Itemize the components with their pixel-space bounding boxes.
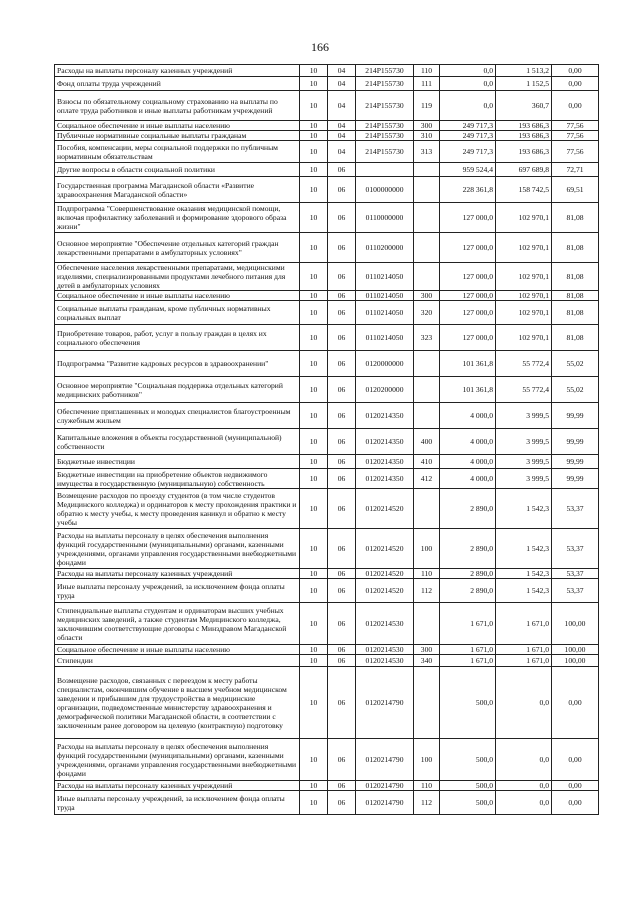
table-row: [55, 791, 599, 815]
row-name: Расходы на выплаты персоналу казенных учреждений: [55, 781, 300, 791]
planned-amount: 500,0: [440, 739, 496, 781]
expense-type-code: 111: [414, 77, 440, 91]
section-code: 10: [300, 529, 328, 569]
planned-amount: 500,0: [440, 781, 496, 791]
subsection-code: 06: [328, 569, 356, 579]
expense-type-code: 313: [414, 141, 440, 163]
row-name: Бюджетные инвестиции на приобретение объектов недвижимого имущества в государственную (муниципальную) собственность: [55, 469, 300, 489]
table-row: [55, 121, 599, 131]
section-code: 10: [300, 121, 328, 131]
section-code: 10: [300, 489, 328, 529]
planned-amount: 101 361,8: [440, 377, 496, 403]
planned-amount: 127 000,0: [440, 325, 496, 351]
row-name: Обеспечение населения лекарственными препаратами, медицинскими изделиями, специализированными продуктами лечебного питания для детей в амбулаторных условиях: [55, 263, 300, 291]
subsection-code: 04: [328, 77, 356, 91]
row-name: Расходы на выплаты персоналу казенных учреждений: [55, 569, 300, 579]
expense-type-code: 110: [414, 65, 440, 77]
planned-amount: 249 717,3: [440, 141, 496, 163]
execution-percent: 77,56: [552, 121, 599, 131]
subsection-code: 06: [328, 667, 356, 739]
planned-amount: 2 890,0: [440, 529, 496, 569]
actual-amount: 55 772,4: [496, 377, 552, 403]
actual-amount: 102 970,1: [496, 233, 552, 263]
row-name: Возмещение расходов по проезду студентов (в том числе студентов Медицинского колледжа) и ординаторов к месту прохождения практики и обратно к месту учебы, к месту проведения каникул и обратно к месту учебы: [55, 489, 300, 529]
row-name: Расходы на выплаты персоналу в целях обеспечения выполнения функций государственными (муниципальными) органами, казенными учреждениями, органами управления государственными внебюджетными фондами: [55, 739, 300, 781]
subsection-code: 06: [328, 377, 356, 403]
planned-amount: 127 000,0: [440, 301, 496, 325]
section-code: 10: [300, 131, 328, 141]
execution-percent: 0,00: [552, 667, 599, 739]
section-code: 10: [300, 203, 328, 233]
row-name: Основное мероприятие "Обеспечение отдельных категорий граждан лекарственными препаратами в амбулаторных условиях": [55, 233, 300, 263]
execution-percent: 81,08: [552, 203, 599, 233]
table-row: [55, 163, 599, 177]
target-article-code: 0120214530: [356, 655, 414, 667]
expense-type-code: [414, 233, 440, 263]
expense-type-code: [414, 667, 440, 739]
table-row: [55, 301, 599, 325]
target-article-code: 0120214520: [356, 579, 414, 603]
section-code: 10: [300, 603, 328, 645]
expense-type-code: 412: [414, 469, 440, 489]
section-code: 10: [300, 301, 328, 325]
target-article-code: 0120214790: [356, 781, 414, 791]
actual-amount: 0,0: [496, 781, 552, 791]
planned-amount: 4 000,0: [440, 429, 496, 455]
execution-percent: 53,37: [552, 529, 599, 569]
table-row: [55, 667, 599, 739]
subsection-code: 06: [328, 781, 356, 791]
target-article-code: 0120214790: [356, 791, 414, 815]
section-code: 10: [300, 377, 328, 403]
row-name: Социальное обеспечение и иные выплаты населению: [55, 645, 300, 655]
table-row: [55, 645, 599, 655]
target-article-code: 0120214530: [356, 645, 414, 655]
actual-amount: 193 686,3: [496, 121, 552, 131]
planned-amount: 4 000,0: [440, 455, 496, 469]
table-row: [55, 131, 599, 141]
expense-type-code: 110: [414, 781, 440, 791]
execution-percent: 100,00: [552, 645, 599, 655]
section-code: 10: [300, 65, 328, 77]
subsection-code: 06: [328, 645, 356, 655]
subsection-code: 06: [328, 263, 356, 291]
row-name: Возмещение расходов, связанных с переездом к месту работы специалистам, окончившим обучение в высшем учебном медицинском заведении и прибывшим для трудоустройства в медицинские организации, подведомственные министерству здравоохранения и демографической политики Магаданской области, в соответствии с заключенным ранее договором на целевую (контрактную) подготовку: [55, 667, 300, 739]
expense-type-code: [414, 489, 440, 529]
subsection-code: 06: [328, 579, 356, 603]
planned-amount: 500,0: [440, 667, 496, 739]
planned-amount: 101 361,8: [440, 351, 496, 377]
section-code: 10: [300, 429, 328, 455]
planned-amount: 127 000,0: [440, 263, 496, 291]
row-name: Подпрограмма "Совершенствование оказания медицинской помощи, включая профилактику заболеваний и формирование здорового образа жизни": [55, 203, 300, 233]
row-name: Расходы на выплаты персоналу в целях обеспечения выполнения функций государственными (муниципальными) органами, казенными учреждениями, органами управления государственными внебюджетными фондами: [55, 529, 300, 569]
planned-amount: 0,0: [440, 65, 496, 77]
subsection-code: 04: [328, 65, 356, 77]
actual-amount: 102 970,1: [496, 325, 552, 351]
subsection-code: 06: [328, 455, 356, 469]
section-code: 10: [300, 263, 328, 291]
planned-amount: 2 890,0: [440, 569, 496, 579]
table-row: [55, 263, 599, 291]
target-article-code: 0120214350: [356, 403, 414, 429]
target-article-code: 0110214050: [356, 291, 414, 301]
target-article-code: 0120214790: [356, 667, 414, 739]
section-code: 10: [300, 163, 328, 177]
table-row: [55, 403, 599, 429]
planned-amount: 127 000,0: [440, 291, 496, 301]
row-name: Бюджетные инвестиции: [55, 455, 300, 469]
actual-amount: 360,7: [496, 91, 552, 121]
subsection-code: 06: [328, 739, 356, 781]
row-name: Стипендии: [55, 655, 300, 667]
row-name: Взносы по обязательному социальному страхованию на выплаты по оплате труда работников и иные выплаты работникам учреждений: [55, 91, 300, 121]
row-name: Приобретение товаров, работ, услуг в пользу граждан в целях их социального обеспечения: [55, 325, 300, 351]
subsection-code: 06: [328, 163, 356, 177]
actual-amount: 0,0: [496, 667, 552, 739]
target-article-code: 0110000000: [356, 203, 414, 233]
actual-amount: 1 152,5: [496, 77, 552, 91]
execution-percent: 0,00: [552, 65, 599, 77]
section-code: 10: [300, 781, 328, 791]
row-name: Государственная программа Магаданской области «Развитие здравоохранения Магаданской области»: [55, 177, 300, 203]
table-row: [55, 377, 599, 403]
row-name: Социальные выплаты гражданам, кроме публичных нормативных социальных выплат: [55, 301, 300, 325]
expense-type-code: [414, 263, 440, 291]
subsection-code: 06: [328, 291, 356, 301]
actual-amount: 1 542,3: [496, 579, 552, 603]
planned-amount: 0,0: [440, 91, 496, 121]
actual-amount: 1 671,0: [496, 645, 552, 655]
actual-amount: 0,0: [496, 791, 552, 815]
subsection-code: 04: [328, 131, 356, 141]
target-article-code: 0120214350: [356, 429, 414, 455]
expense-type-code: 300: [414, 645, 440, 655]
planned-amount: 500,0: [440, 791, 496, 815]
section-code: 10: [300, 325, 328, 351]
execution-percent: 77,56: [552, 131, 599, 141]
planned-amount: 249 717,3: [440, 121, 496, 131]
execution-percent: 72,71: [552, 163, 599, 177]
section-code: 10: [300, 579, 328, 603]
expense-type-code: [414, 351, 440, 377]
subsection-code: 06: [328, 203, 356, 233]
expense-type-code: 112: [414, 791, 440, 815]
subsection-code: 06: [328, 489, 356, 529]
section-code: 10: [300, 791, 328, 815]
row-name: Капитальные вложения в объекты государственной (муниципальной) собственности: [55, 429, 300, 455]
actual-amount: 3 999,5: [496, 469, 552, 489]
actual-amount: 1 542,3: [496, 569, 552, 579]
actual-amount: 102 970,1: [496, 263, 552, 291]
table-row: [55, 455, 599, 469]
target-article-code: 214P155730: [356, 91, 414, 121]
table-row: [55, 203, 599, 233]
execution-percent: 99,99: [552, 429, 599, 455]
row-name: Обеспечение приглашенных и молодых специалистов благоустроенным служебным жильем: [55, 403, 300, 429]
table-row: [55, 469, 599, 489]
budget-table: [54, 64, 599, 815]
row-name: Пособия, компенсации, меры социальной поддержки по публичным нормативным обязательствам: [55, 141, 300, 163]
execution-percent: 0,00: [552, 91, 599, 121]
expense-type-code: [414, 403, 440, 429]
subsection-code: 06: [328, 233, 356, 263]
row-name: Подпрограмма "Развитие кадровых ресурсов в здравоохранении": [55, 351, 300, 377]
row-name: Социальное обеспечение и иные выплаты населению: [55, 291, 300, 301]
table-row: [55, 141, 599, 163]
expense-type-code: 323: [414, 325, 440, 351]
planned-amount: 0,0: [440, 77, 496, 91]
execution-percent: 81,08: [552, 263, 599, 291]
planned-amount: 1 671,0: [440, 645, 496, 655]
section-code: 10: [300, 77, 328, 91]
execution-percent: 81,08: [552, 233, 599, 263]
actual-amount: 1 542,3: [496, 489, 552, 529]
execution-percent: 53,37: [552, 489, 599, 529]
table-row: [55, 603, 599, 645]
expense-type-code: 340: [414, 655, 440, 667]
expense-type-code: 100: [414, 739, 440, 781]
target-article-code: 0120214530: [356, 603, 414, 645]
section-code: 10: [300, 455, 328, 469]
row-name: Расходы на выплаты персоналу казенных учреждений: [55, 65, 300, 77]
table-row: [55, 579, 599, 603]
planned-amount: 1 671,0: [440, 603, 496, 645]
subsection-code: 06: [328, 177, 356, 203]
planned-amount: 1 671,0: [440, 655, 496, 667]
table-row: [55, 569, 599, 579]
row-name: Социальное обеспечение и иные выплаты населению: [55, 121, 300, 131]
table-row: [55, 781, 599, 791]
row-name: Иные выплаты персоналу учреждений, за исключением фонда оплаты труда: [55, 579, 300, 603]
execution-percent: 0,00: [552, 77, 599, 91]
table-row: [55, 529, 599, 569]
execution-percent: 77,56: [552, 141, 599, 163]
subsection-code: 04: [328, 91, 356, 121]
expense-type-code: 119: [414, 91, 440, 121]
actual-amount: 697 689,8: [496, 163, 552, 177]
table-row: [55, 233, 599, 263]
expense-type-code: 112: [414, 579, 440, 603]
target-article-code: 0110214050: [356, 325, 414, 351]
execution-percent: 0,00: [552, 791, 599, 815]
actual-amount: 102 970,1: [496, 301, 552, 325]
row-name: Иные выплаты персоналу учреждений, за исключением фонда оплаты труда: [55, 791, 300, 815]
table-row: [55, 351, 599, 377]
row-name: Основное мероприятие "Социальная поддержка отдельных категорий медицинских работников": [55, 377, 300, 403]
expense-type-code: 320: [414, 301, 440, 325]
subsection-code: 06: [328, 403, 356, 429]
expense-type-code: 300: [414, 291, 440, 301]
planned-amount: 4 000,0: [440, 469, 496, 489]
actual-amount: 3 999,5: [496, 429, 552, 455]
execution-percent: 69,51: [552, 177, 599, 203]
planned-amount: 127 000,0: [440, 203, 496, 233]
actual-amount: 193 686,3: [496, 131, 552, 141]
execution-percent: 53,37: [552, 579, 599, 603]
subsection-code: 04: [328, 141, 356, 163]
target-article-code: 0110214050: [356, 301, 414, 325]
section-code: 10: [300, 91, 328, 121]
expense-type-code: 100: [414, 529, 440, 569]
table-row: [55, 489, 599, 529]
subsection-code: 04: [328, 121, 356, 131]
target-article-code: 214P155730: [356, 65, 414, 77]
table-row: [55, 291, 599, 301]
section-code: 10: [300, 667, 328, 739]
execution-percent: 81,08: [552, 301, 599, 325]
actual-amount: 3 999,5: [496, 455, 552, 469]
section-code: 10: [300, 233, 328, 263]
section-code: 10: [300, 469, 328, 489]
target-article-code: 0120214520: [356, 489, 414, 529]
planned-amount: 4 000,0: [440, 403, 496, 429]
execution-percent: 0,00: [552, 781, 599, 791]
target-article-code: 0100000000: [356, 177, 414, 203]
subsection-code: 06: [328, 791, 356, 815]
target-article-code: 214P155730: [356, 141, 414, 163]
section-code: 10: [300, 569, 328, 579]
actual-amount: 102 970,1: [496, 291, 552, 301]
row-name: Стипендиальные выплаты студентам и ординаторам высших учебных медицинских заведений, а также студентам Медицинского колледжа, заключившим соответствующие договоры с Минздравом Магаданской области: [55, 603, 300, 645]
expense-type-code: 300: [414, 121, 440, 131]
target-article-code: 0120214520: [356, 529, 414, 569]
target-article-code: 0120214350: [356, 469, 414, 489]
subsection-code: 06: [328, 603, 356, 645]
actual-amount: 55 772,4: [496, 351, 552, 377]
actual-amount: 1 671,0: [496, 655, 552, 667]
expense-type-code: 410: [414, 455, 440, 469]
target-article-code: 214P155730: [356, 131, 414, 141]
expense-type-code: [414, 177, 440, 203]
section-code: 10: [300, 291, 328, 301]
execution-percent: 99,99: [552, 455, 599, 469]
target-article-code: 0120214520: [356, 569, 414, 579]
target-article-code: 0110214050: [356, 263, 414, 291]
planned-amount: 959 524,4: [440, 163, 496, 177]
expense-type-code: [414, 203, 440, 233]
actual-amount: 193 686,3: [496, 141, 552, 163]
actual-amount: 1 542,3: [496, 529, 552, 569]
table-row: [55, 429, 599, 455]
actual-amount: 1 671,0: [496, 603, 552, 645]
subsection-code: 06: [328, 301, 356, 325]
table-row: [55, 65, 599, 77]
subsection-code: 06: [328, 469, 356, 489]
expense-type-code: [414, 377, 440, 403]
actual-amount: 3 999,5: [496, 403, 552, 429]
table-row: [55, 77, 599, 91]
expense-type-code: 400: [414, 429, 440, 455]
table-row: [55, 91, 599, 121]
actual-amount: 102 970,1: [496, 203, 552, 233]
row-name: Публичные нормативные социальные выплаты гражданам: [55, 131, 300, 141]
execution-percent: 100,00: [552, 655, 599, 667]
section-code: 10: [300, 739, 328, 781]
target-article-code: 0120200000: [356, 377, 414, 403]
expense-type-code: 310: [414, 131, 440, 141]
subsection-code: 06: [328, 325, 356, 351]
expense-type-code: 110: [414, 569, 440, 579]
actual-amount: 1 513,2: [496, 65, 552, 77]
target-article-code: [356, 163, 414, 177]
target-article-code: 0120000000: [356, 351, 414, 377]
planned-amount: 2 890,0: [440, 489, 496, 529]
execution-percent: 53,37: [552, 569, 599, 579]
execution-percent: 81,08: [552, 325, 599, 351]
execution-percent: 100,00: [552, 603, 599, 645]
subsection-code: 06: [328, 429, 356, 455]
section-code: 10: [300, 351, 328, 377]
subsection-code: 06: [328, 655, 356, 667]
planned-amount: 127 000,0: [440, 233, 496, 263]
subsection-code: 06: [328, 529, 356, 569]
section-code: 10: [300, 403, 328, 429]
table-row: [55, 739, 599, 781]
table-row: [55, 177, 599, 203]
planned-amount: 249 717,3: [440, 131, 496, 141]
row-name: Фонд оплаты труда учреждений: [55, 77, 300, 91]
subsection-code: 06: [328, 351, 356, 377]
execution-percent: 99,99: [552, 403, 599, 429]
planned-amount: 2 890,0: [440, 579, 496, 603]
table-row: [55, 655, 599, 667]
row-name: Другие вопросы в области социальной политики: [55, 163, 300, 177]
actual-amount: 0,0: [496, 739, 552, 781]
planned-amount: 228 361,8: [440, 177, 496, 203]
target-article-code: 0110200000: [356, 233, 414, 263]
page-number: 166: [311, 40, 329, 54]
execution-percent: 0,00: [552, 739, 599, 781]
target-article-code: 0120214790: [356, 739, 414, 781]
section-code: 10: [300, 655, 328, 667]
target-article-code: 214P155730: [356, 77, 414, 91]
expense-type-code: [414, 603, 440, 645]
execution-percent: 81,08: [552, 291, 599, 301]
expense-type-code: [414, 163, 440, 177]
section-code: 10: [300, 645, 328, 655]
section-code: 10: [300, 141, 328, 163]
target-article-code: 214P155730: [356, 121, 414, 131]
section-code: 10: [300, 177, 328, 203]
target-article-code: 0120214350: [356, 455, 414, 469]
execution-percent: 55,02: [552, 377, 599, 403]
table-row: [55, 325, 599, 351]
execution-percent: 55,02: [552, 351, 599, 377]
execution-percent: 99,99: [552, 469, 599, 489]
actual-amount: 158 742,5: [496, 177, 552, 203]
